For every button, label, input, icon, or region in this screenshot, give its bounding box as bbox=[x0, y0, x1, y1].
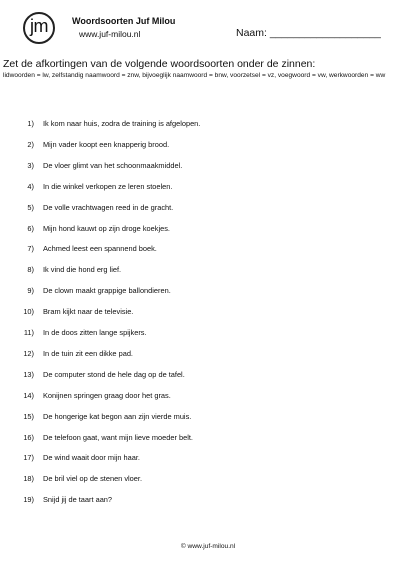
question-text: Mijn hond kauwt op zijn droge koekjes. bbox=[43, 223, 170, 233]
question-number: 5) bbox=[27, 202, 34, 212]
logo-text: jm bbox=[30, 16, 48, 36]
question-number: 17) bbox=[23, 453, 34, 463]
question-text: De vloer glimt van het schoonmaakmiddel. bbox=[43, 160, 183, 170]
question-number: 13) bbox=[23, 369, 34, 379]
footer-copyright: © www.juf-milou.nl bbox=[180, 543, 236, 550]
question-text: In die winkel verkopen ze leren stoelen. bbox=[43, 181, 173, 191]
question-number: 6) bbox=[27, 223, 34, 233]
question-number: 10) bbox=[23, 307, 34, 317]
brand-url: www.juf-milou.nl bbox=[79, 29, 141, 39]
logo bbox=[23, 12, 55, 44]
question-number: 7) bbox=[27, 244, 34, 254]
question-number: 14) bbox=[23, 390, 34, 400]
question-text: Snijd jij de taart aan? bbox=[43, 495, 113, 505]
question-number: 15) bbox=[23, 411, 34, 421]
name-field-label: Naam: ___________________ bbox=[236, 27, 381, 39]
question-number: 18) bbox=[23, 474, 34, 484]
brand-title: Woordsoorten Juf Milou bbox=[72, 16, 176, 26]
question-number: 16) bbox=[23, 432, 34, 442]
question-number: 1) bbox=[27, 119, 34, 128]
question-number: 8) bbox=[27, 265, 34, 275]
question-number: 4) bbox=[27, 181, 34, 191]
question-text: Mijn vader koopt een knapperig brood. bbox=[43, 139, 170, 149]
question-text: De computer stond de hele dag op de tafel. bbox=[43, 369, 185, 379]
legend: lidwoorden = lw, zelfstandig naamwoord = znw, bijvoeglijk naamwoord = bnw, voorzetsel = vz, voegwoord = vw, werkwoorden = ww bbox=[3, 72, 386, 79]
question-text: Konijnen springen graag door het gras. bbox=[43, 390, 171, 400]
question-number: 12) bbox=[23, 348, 34, 358]
question-text: Bram kijkt naar de televisie. bbox=[43, 307, 134, 317]
question-text: Ik kom naar huis, zodra de training is afgelopen. bbox=[43, 119, 201, 128]
question-text: De bril viel op de stenen vloer. bbox=[43, 474, 143, 484]
question-number: 3) bbox=[27, 160, 34, 170]
question-text: In de doos zitten lange spijkers. bbox=[43, 328, 147, 337]
question-number: 9) bbox=[27, 286, 34, 296]
question-text: De wind waait door mijn haar. bbox=[43, 453, 140, 463]
question-text: De hongerige kat begon aan zijn vierde muis. bbox=[43, 411, 192, 421]
question-number: 11) bbox=[23, 328, 34, 337]
question-text: De volle vrachtwagen reed in de gracht. bbox=[43, 202, 174, 212]
question-text: In de tuin zit een dikke pad. bbox=[43, 348, 133, 358]
question-text: Ik vind die hond erg lief. bbox=[43, 265, 122, 275]
question-number: 2) bbox=[27, 139, 34, 149]
question-text: Achmed leest een spannend boek. bbox=[43, 244, 157, 254]
question-number: 19) bbox=[23, 495, 34, 505]
question-text: De clown maakt grappige ballondieren. bbox=[43, 286, 171, 296]
question-text: De telefoon gaat, want mijn lieve moeder belt. bbox=[43, 432, 193, 442]
instructions: Zet de afkortingen van de volgende woordsoorten onder de zinnen: bbox=[3, 58, 316, 70]
